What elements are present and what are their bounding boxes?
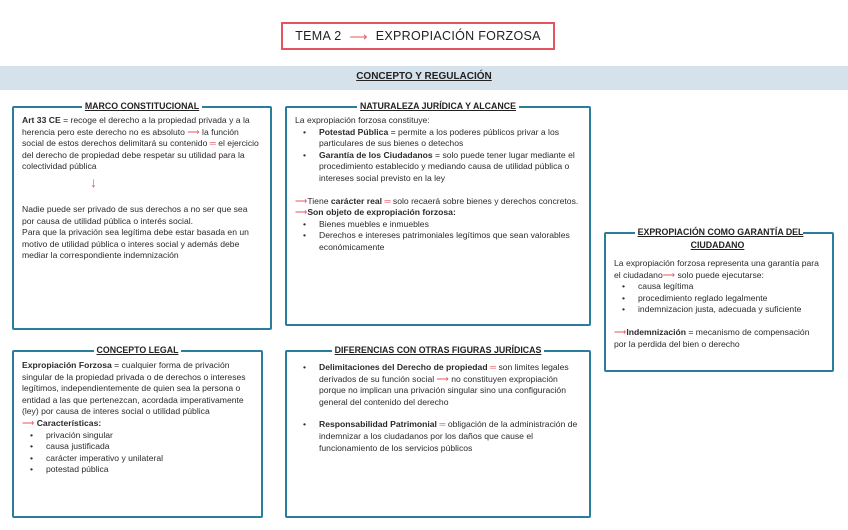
- list-item: • Derechos e intereses patrimoniales legítimos que sean valorables económicamente: [295, 230, 581, 253]
- list-item: • Garantía de los Ciudadanos = solo puede tener lugar mediante el procedimiento establecido y mediando causa de utilidad pública o intereses social previsto en la ley: [295, 150, 581, 185]
- down-arrow-icon: ↓: [90, 173, 97, 190]
- marco-text-2: Para que la privación sea legítima debe estar basada en un motivo de utilidad pública o interes social y además debe mediar la correspondiente indemnización: [22, 227, 249, 261]
- arrow-icon: ⟶: [436, 373, 449, 384]
- arrow-icon: ⟶: [295, 207, 308, 218]
- box-marco-constitucional: [12, 101, 272, 330]
- box-concepto-legal: [12, 345, 263, 518]
- list-item: • potestad pública: [22, 464, 253, 476]
- caracteristicas-heading: ⟶ Características:: [22, 417, 102, 428]
- list-item: • indemnizacion justa, adecuada y suficiente: [614, 304, 824, 316]
- list-item: • Delimitaciones del Derecho de propiedad ═ son limites legales derivados de su función social ⟶ no constituyen expropiación porque no implican una privación singular sino una configuración general del contenido del derecho: [295, 362, 581, 408]
- concepto-definition: Expropiación Forzosa = cualquier forma de privación singular de la propiedad privada o de derechos o intereses legítimos, independientemente de quien sea la persona o entidad a las que pertenezcan, acordada imperativamente (ley) por causa de interes social o utilidad pública: [22, 360, 246, 417]
- box-garantia-ciudadano: [604, 227, 834, 372]
- indemnizacion-text: ⟶Indemnización = mecanismo de compensación por la perdida del bien o derecho: [614, 326, 810, 349]
- list-item: • causa justificada: [22, 441, 253, 453]
- topic-title-box: [281, 22, 555, 50]
- art33-paragraph: Art 33 CE = recoge el derecho a la propiedad privada y a la herencia pero este derecho no es absoluto ⟶ la función social de estos derechos delimitará su contenido ═ el ejercicio del derecho de propiedad debe respetar su utilidad para la colectividad pública: [22, 115, 259, 172]
- garantia-intro: La expropiación forzosa representa una garantía para el ciudadano⟶ solo puede ejecutarse:: [614, 258, 819, 280]
- box-header: MARCO CONSTITUCIONAL: [82, 101, 202, 111]
- arrow-icon: ⟶: [614, 326, 627, 337]
- list-item: • Responsabilidad Patrimonial ═ obligación de la administración de indemnizar a los ciudadanos por los daños que cause el funcionamiento de los servicios públicos: [295, 419, 581, 454]
- list-item: • procedimiento reglado legalmente: [614, 293, 824, 305]
- box-header: CONCEPTO LEGAL: [94, 345, 182, 355]
- list-item: • Potestad Pública = permite a los poderes públicos privar a los particulares de sus bienes o detechos: [295, 127, 581, 150]
- box-header: DIFERENCIAS CON OTRAS FIGURAS JURÍDICAS: [332, 345, 545, 355]
- box-header: NATURALEZA JURÍDICA Y ALCANCE: [357, 101, 519, 111]
- topic-number: TEMA 2: [295, 29, 342, 43]
- objeto-heading: ⟶Son objeto de expropiación forzosa:: [295, 207, 456, 218]
- equals-icon: ═: [489, 362, 497, 372]
- arrow-icon: ⟶: [295, 195, 308, 206]
- caracter-real-text: ⟶Tiene carácter real ═ solo recaerá sobre bienes y derechos concretos.: [295, 195, 579, 206]
- equals-icon: ═: [384, 195, 391, 206]
- list-item: • privación singular: [22, 430, 253, 442]
- list-item: • causa legítima: [614, 281, 824, 293]
- naturaleza-intro: La expropiación forzosa constituye:: [295, 115, 430, 125]
- equals-icon: ═: [209, 138, 216, 149]
- marco-text-1: Nadie puede ser privado de sus derechos a no ser que sea por causa de utilidad pública o interés social.: [22, 203, 248, 226]
- equals-icon: ═: [439, 419, 446, 430]
- box-naturaleza-juridica: [285, 101, 591, 326]
- arrow-icon: ⟶: [349, 29, 368, 44]
- section-band: [0, 66, 848, 90]
- list-item: • Bienes muebles e inmuebles: [295, 219, 581, 231]
- arrow-icon: ⟶: [187, 126, 200, 137]
- art-label: Art 33 CE: [22, 115, 61, 125]
- arrow-icon: ⟶: [662, 269, 676, 280]
- list-item: • carácter imperativo y unilateral: [22, 453, 253, 465]
- box-diferencias: [285, 345, 591, 518]
- topic-name: EXPROPIACIÓN FORZOSA: [375, 29, 541, 43]
- box-header: EXPROPIACIÓN COMO GARANTÍA DEL CIUDADANO: [635, 227, 804, 250]
- section-title: CONCEPTO Y REGULACIÓN: [356, 71, 492, 82]
- arrow-icon: ⟶: [22, 417, 35, 428]
